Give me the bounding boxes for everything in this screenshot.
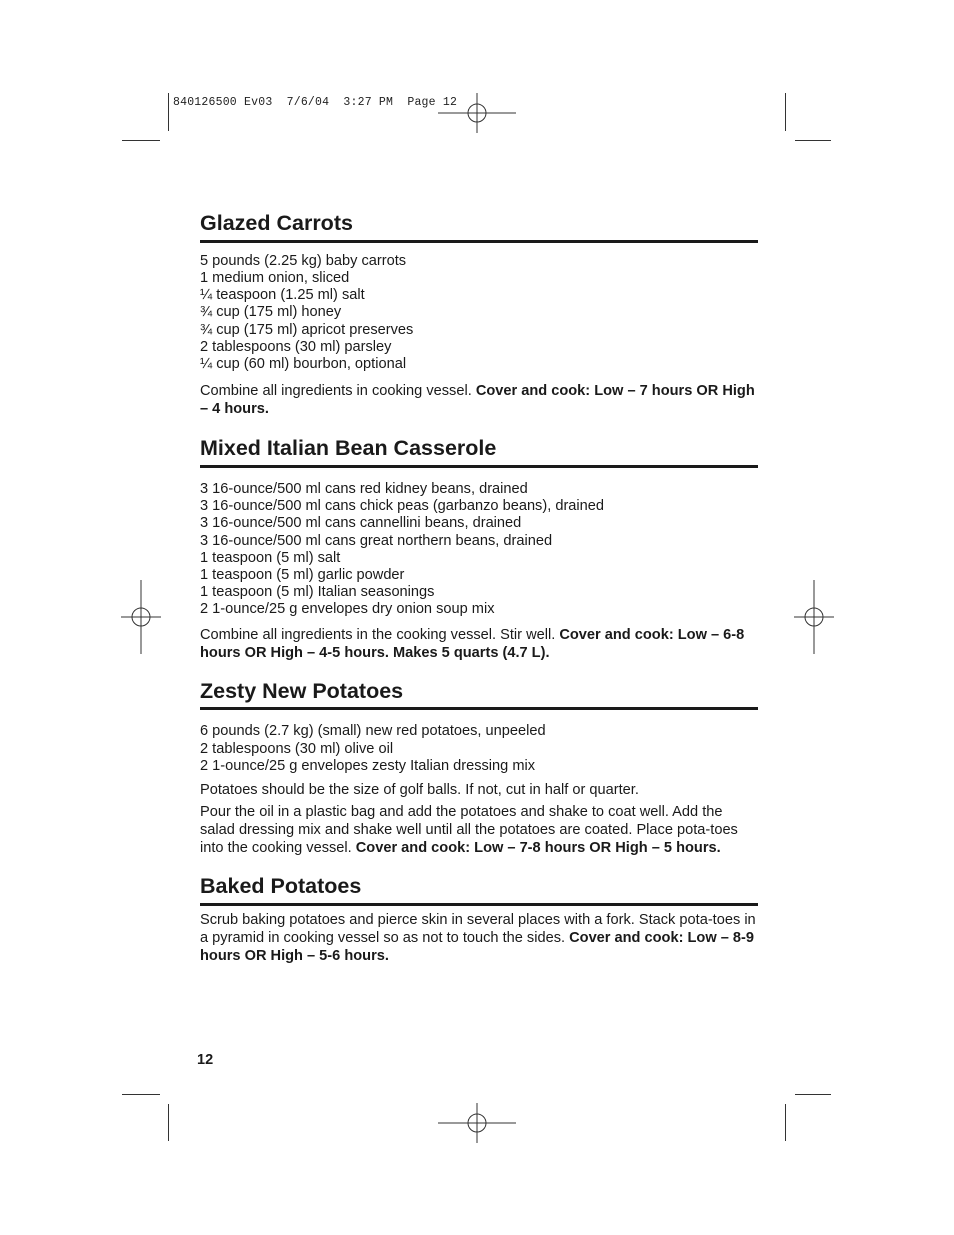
- recipe-title: Mixed Italian Bean Casserole: [200, 436, 758, 468]
- instructions-text: Scrub baking potatoes and pierce skin in several places with a fork. Stack pota-toes in a pyramid in cooking vessel so as not to touch the sides.: [200, 911, 756, 946]
- crop-mark-bottom-left-vertical: [168, 1104, 169, 1141]
- cook-time: Cover and cook: Low – 7-8 hours OR High – 5 hours.: [355, 840, 721, 857]
- ingredient-item: 1 teaspoon (5 ml) Italian seasonings: [200, 584, 435, 601]
- recipe-glazed-carrots: [200, 211, 758, 418]
- crop-mark-bottom-right-horizontal: [795, 1094, 831, 1095]
- ingredient-item: 5 pounds (2.25 kg) baby carrots: [200, 252, 407, 269]
- crop-mark-top-right-vertical: [785, 93, 786, 131]
- recipe-title: Baked Potatoes: [200, 874, 758, 906]
- registration-mark-right-icon: [794, 580, 834, 654]
- cook-time: Cover and cook: Low – 8-9 hours OR High – 5-6 hours.: [200, 929, 755, 964]
- ingredient-list: [200, 253, 758, 373]
- printer-slug: 840126500 Ev03 7/6/04 3:27 PM Page 12: [173, 96, 458, 109]
- ingredient-item: ¾ cup (175 ml) honey: [200, 304, 342, 321]
- cook-time: Cover and cook: Low – 7 hours OR High – 4 hours.: [200, 383, 755, 418]
- registration-mark-bottom-icon: [438, 1103, 516, 1143]
- recipe-baked-potatoes: [200, 874, 758, 965]
- recipe-title: Glazed Carrots: [200, 211, 758, 243]
- recipe-zesty-new-potatoes: [200, 679, 758, 857]
- instructions: [200, 803, 758, 857]
- instructions: [200, 626, 758, 662]
- ingredient-item: 3 16-ounce/500 ml cans great northern beans, drained: [200, 532, 553, 549]
- instructions-text: Pour the oil in a plastic bag and add the potatoes and shake to coat well. Add the salad dressing mix and shake well until all the potatoes are coated. Place pota-toes into the cooking vessel.: [200, 804, 738, 857]
- crop-mark-bottom-left-horizontal: [122, 1094, 160, 1095]
- instructions-text: Combine all ingredients in the cooking vessel. Stir well.: [200, 626, 560, 643]
- ingredient-list: [200, 481, 758, 619]
- recipe-mixed-italian-bean-casserole: [200, 436, 758, 661]
- crop-mark-bottom-right-vertical: [785, 1104, 786, 1141]
- instructions: [200, 911, 758, 965]
- ingredient-item: 3 16-ounce/500 ml cans red kidney beans, drained: [200, 481, 528, 498]
- cook-time: Cover and cook: Low – 6-8 hours OR High – 4-5 hours. Makes 5 quarts (4.7 L).: [200, 626, 745, 661]
- recipe-title: Zesty New Potatoes: [200, 679, 758, 711]
- recipe-page-content: [200, 211, 758, 965]
- registration-mark-top-icon: [438, 93, 516, 133]
- ingredient-item: ¼ cup (60 ml) bourbon, optional: [200, 356, 407, 373]
- instructions-text: Combine all ingredients in cooking vessel.: [200, 383, 476, 400]
- instructions-text: Potatoes should be the size of golf balls. If not, cut in half or quarter.: [200, 782, 639, 799]
- crop-mark-top-right-horizontal: [795, 140, 831, 141]
- crop-mark-top-left-horizontal: [122, 140, 160, 141]
- registration-mark-left-icon: [121, 580, 161, 654]
- ingredient-list: [200, 723, 758, 775]
- ingredient-item: 2 tablespoons (30 ml) olive oil: [200, 740, 394, 757]
- instructions: [200, 781, 758, 799]
- crop-mark-top-left-vertical: [168, 93, 169, 131]
- ingredient-item: 3 16-ounce/500 ml cans chick peas (garbanzo beans), drained: [200, 498, 605, 515]
- ingredient-item: 1 teaspoon (5 ml) salt: [200, 549, 341, 566]
- ingredient-item: 3 16-ounce/500 ml cans cannellini beans, drained: [200, 515, 522, 532]
- instructions: [200, 382, 758, 418]
- ingredient-item: ¾ cup (175 ml) apricot preserves: [200, 321, 414, 338]
- ingredient-item: 2 tablespoons (30 ml) parsley: [200, 338, 392, 355]
- ingredient-item: 1 teaspoon (5 ml) garlic powder: [200, 567, 405, 584]
- ingredient-item: ¼ teaspoon (1.25 ml) salt: [200, 287, 365, 304]
- ingredient-item: 6 pounds (2.7 kg) (small) new red potatoes, unpeeled: [200, 723, 546, 740]
- page-number: 12: [197, 1052, 214, 1068]
- ingredient-item: 2 1-ounce/25 g envelopes dry onion soup mix: [200, 601, 495, 618]
- ingredient-item: 2 1-ounce/25 g envelopes zesty Italian dressing mix: [200, 757, 536, 774]
- ingredient-item: 1 medium onion, sliced: [200, 270, 350, 286]
